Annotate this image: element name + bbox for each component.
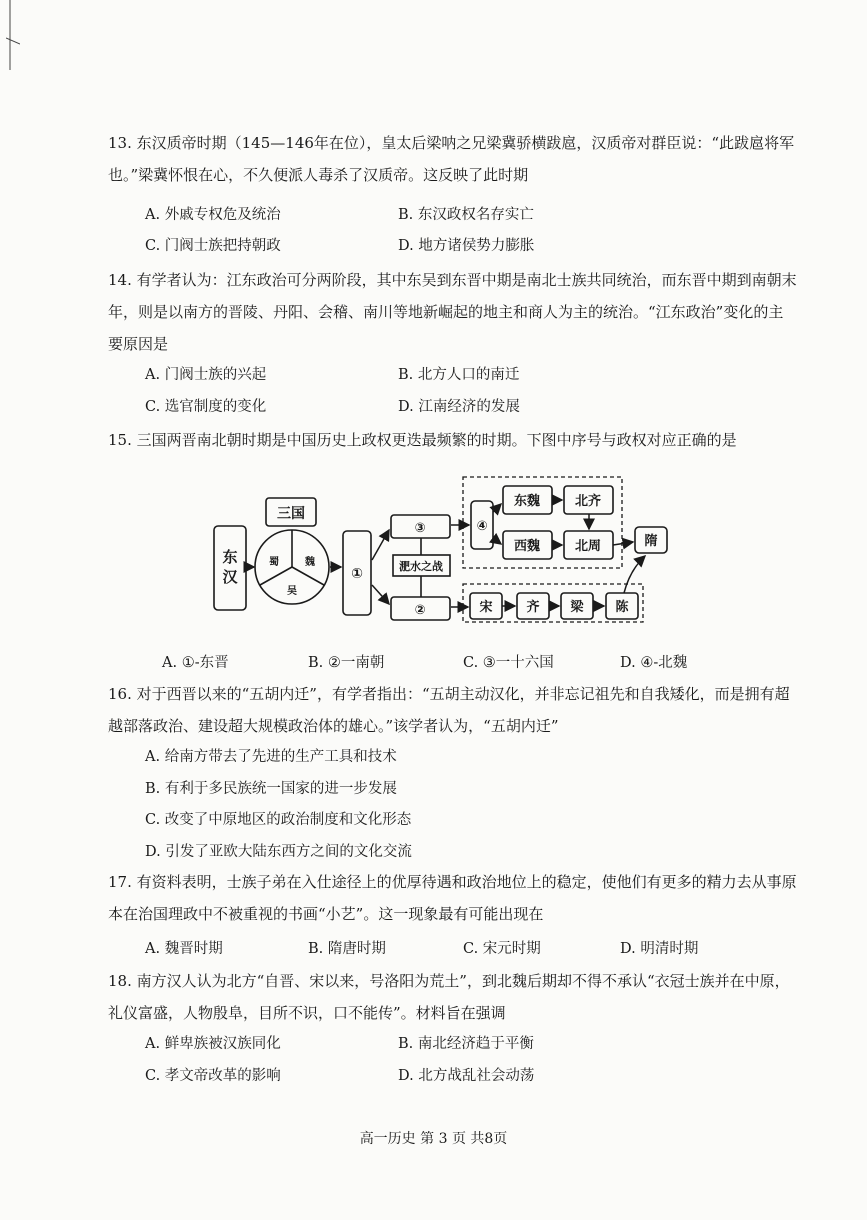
- question-18: [108, 965, 798, 1029]
- label-beiqi: 北齐: [574, 494, 602, 509]
- option-a[interactable]: A. 门阀士族的兴起: [145, 367, 267, 383]
- option-b[interactable]: B. 北方人口的南迁: [398, 367, 520, 383]
- label-donghan-1: 东: [222, 548, 238, 566]
- page-footer: 高一历史 第 3 页 共8页: [359, 1131, 508, 1147]
- question-stem: 三国两晋南北朝时期是中国历史上政权更迭最频繁的时期。下图中序号与政权对应正确的是: [136, 431, 737, 449]
- option-d[interactable]: D. 地方诸侯势力膨胀: [398, 238, 535, 254]
- option-c[interactable]: C. 孝文帝改革的影响: [145, 1068, 281, 1084]
- option-c[interactable]: C. 选官制度的变化: [145, 399, 267, 415]
- option-a[interactable]: A. 鲜卑族被汉族同化: [145, 1036, 281, 1052]
- label-beizhou: 北周: [574, 539, 602, 554]
- question-number: 17.: [108, 873, 132, 891]
- option-d[interactable]: D. 北方战乱社会动荡: [398, 1068, 535, 1084]
- label-chen: 陈: [615, 600, 629, 615]
- label-dongwei: 东魏: [513, 494, 541, 509]
- option-a[interactable]: A. 给南方带去了先进的生产工具和技术: [145, 749, 397, 765]
- label-sanguo: 三国: [277, 506, 305, 522]
- label-n2: ②: [414, 603, 426, 618]
- option-c[interactable]: C. 宋元时期: [463, 941, 541, 957]
- question-stem: 东汉质帝时期（145—146年在位），皇太后梁呐之兄梁冀骄横跋扈，汉质帝对群臣说：“此跋扈将军也。”梁冀怀恨在心，不久便派人毒杀了汉质帝。这反映了此时期: [108, 134, 795, 184]
- option-d[interactable]: D. 引发了亚欧大陆东西方之间的文化交流: [145, 844, 412, 860]
- question-stem: 对于西晋以来的“五胡内迁”，有学者指出：“五胡主动汉化，并非忘记祖先和自我矮化，而是拥有超越部落政治、建设超大规模政治体的雄心。”该学者认为，“五胡内迁”: [108, 685, 790, 735]
- label-sui: 隋: [644, 534, 658, 549]
- label-wu: 吴: [287, 586, 297, 597]
- option-c[interactable]: C. ③一十六国: [463, 655, 554, 671]
- question-stem: 有资料表明，士族子弟在入仕途径上的优厚待遇和政治地位上的稳定，使他们有更多的精力去从事原本在治国理政中不被重视的书画“小艺”。这一现象最有可能出现在: [108, 873, 797, 923]
- question-16: [108, 678, 798, 742]
- option-c[interactable]: C. 改变了中原地区的政治制度和文化形态: [145, 812, 412, 828]
- label-n3: ③: [414, 521, 426, 536]
- option-a[interactable]: A. ①-东晋: [162, 655, 229, 671]
- label-liang: 梁: [570, 600, 584, 615]
- option-b[interactable]: B. 隋唐时期: [308, 941, 386, 957]
- question-number: 15.: [108, 431, 132, 449]
- option-b[interactable]: B. 东汉政权名存实亡: [398, 207, 534, 223]
- label-wei: 魏: [305, 557, 315, 568]
- label-qi: 齐: [526, 600, 540, 615]
- option-b[interactable]: B. ②一南朝: [308, 655, 385, 671]
- label-xiwei: 西魏: [513, 539, 541, 554]
- option-a[interactable]: A. 魏晋时期: [145, 941, 223, 957]
- option-b[interactable]: B. 南北经济趋于平衡: [398, 1036, 534, 1052]
- option-b[interactable]: B. 有利于多民族统一国家的进一步发展: [145, 781, 397, 797]
- option-a[interactable]: A. 外戚专权危及统治: [145, 207, 281, 223]
- label-shu: 蜀: [269, 557, 279, 568]
- label-n1: ①: [351, 566, 363, 582]
- label-n4: ④: [476, 519, 488, 534]
- question-stem: 南方汉人认为北方“自晋、宋以来，号洛阳为荒土”，到北魏后期却不得不承认“衣冠士族并在中原，礼仪富盛，人物殷阜，目所不识，口不能传”。材料旨在强调: [108, 972, 790, 1022]
- question-17: [108, 866, 798, 930]
- label-feishui: 淝水之战: [399, 560, 443, 573]
- question-stem: 有学者认为：江东政治可分两阶段，其中东吴到东晋中期是南北士族共同统治，而东晋中期到南朝末年，则是以南方的晋陵、丹阳、会稽、南川等地新崛起的地主和商人为主的统治。“江东政治”变化的主要原因是: [108, 271, 797, 353]
- question-number: 16.: [108, 685, 132, 703]
- option-d[interactable]: D. 江南经济的发展: [398, 399, 520, 415]
- label-song: 宋: [479, 600, 493, 615]
- option-d[interactable]: D. 明清时期: [620, 941, 699, 957]
- label-donghan-2: 汉: [222, 568, 238, 586]
- question-number: 18.: [108, 972, 132, 990]
- option-d[interactable]: D. ④-北魏: [620, 655, 688, 671]
- option-c[interactable]: C. 门阀士族把持朝政: [145, 238, 281, 254]
- question-number: 13.: [108, 134, 132, 152]
- question-number: 14.: [108, 271, 132, 289]
